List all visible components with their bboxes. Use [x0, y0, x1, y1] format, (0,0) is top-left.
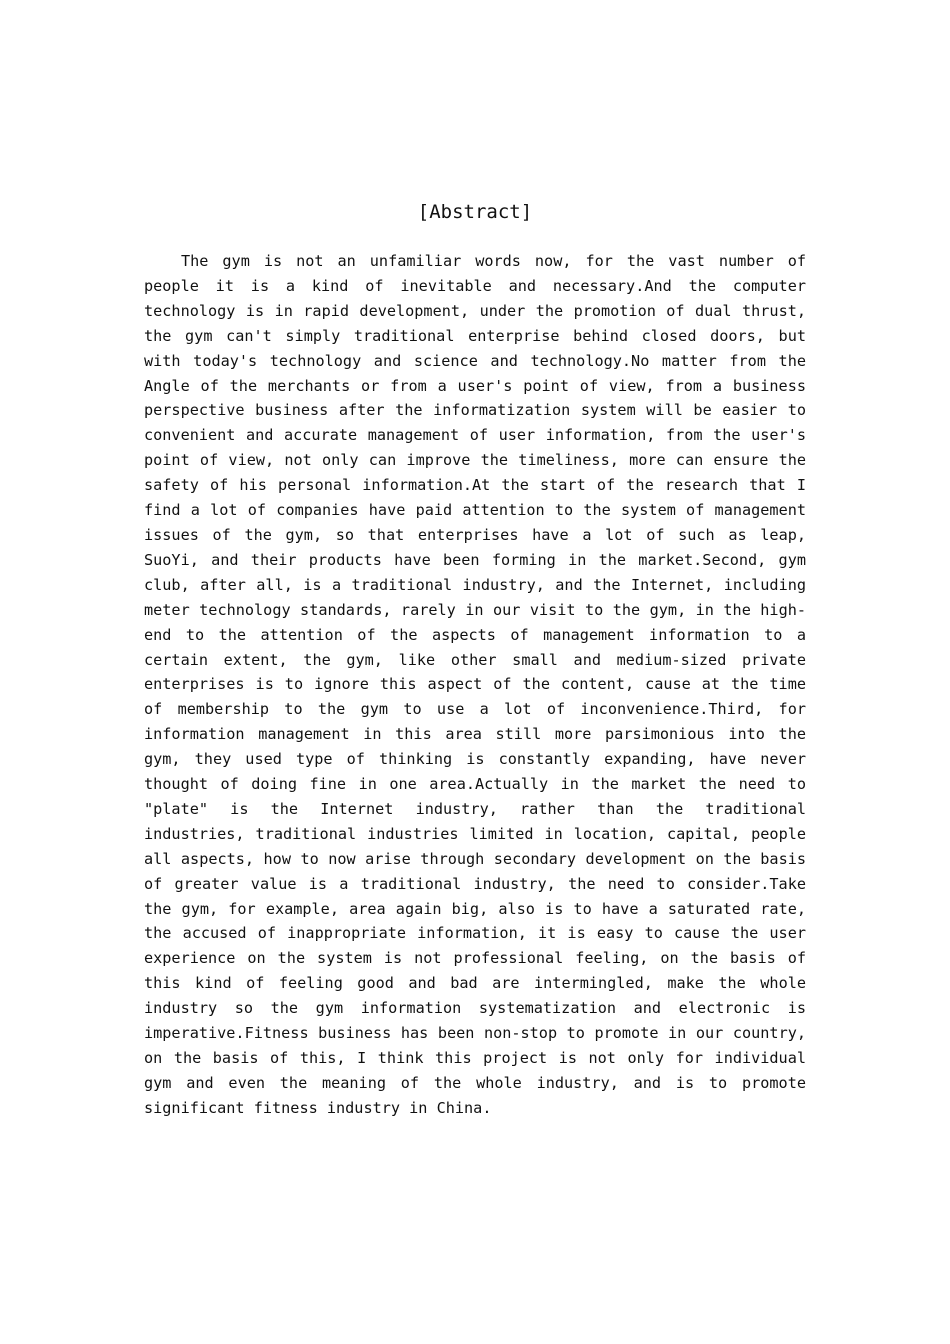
abstract-paragraph: The gym is not an unfamiliar words now, for the vast number of people it is a kind of inevitable and necessary.And the computer technology is in rapid development, under the promotion of dual thrust, the gym can't simply traditional enterprise behind closed doors, but with today's technology and science and technology.No matter from the Angle of the merchants or from a user's point of view, from a business perspective business after the informatization system will be easier to convenient and accurate management of user information, from the user's point of view, not only can improve the timeliness, more can ensure the safety of his personal information.At the start of the research that I find a lot of companies have paid attention to the system of management issues of the gym, so that enterprises have a lot of such as leap, SuoYi, and their products have been forming in the market.Second, gym club, after all, is a traditional industry, and the Internet, including meter technology standards, rarely in our visit to the gym, in the high-end to the attention of the aspects of management information to a certain extent, the gym, like other small and medium-sized private enterprises is to ignore this aspect of the content, cause at the time of membership to the gym to use a lot of inconvenience.Third, for information management in this area still more parsimonious into the gym, they used type of thinking is constantly expanding, have never thought of doing fine in one area.Actually in the market the need to "plate" is the Internet industry, rather than the traditional industries, traditional industries limited in location, capital, people all aspects, how to now arise through secondary development on the basis of greater value is a traditional industry, the need to consider.Take the gym, for example, area again big, also is to have a saturated rate, the accused of inappropriate information, it is easy to cause the user experience on the system is not professional feeling, on the basis of this kind of feeling good and bad are intermingled, make the whole industry so the gym information systematization and electronic is imperative.Fitness business has been non-stop to promote in our country, on the basis of this, I think this project is not only for individual gym and even the meaning of the whole industry, and is to promote significant fitness industry in China. — [144, 252, 806, 1117]
abstract-heading: [Abstract] — [417, 201, 533, 223]
